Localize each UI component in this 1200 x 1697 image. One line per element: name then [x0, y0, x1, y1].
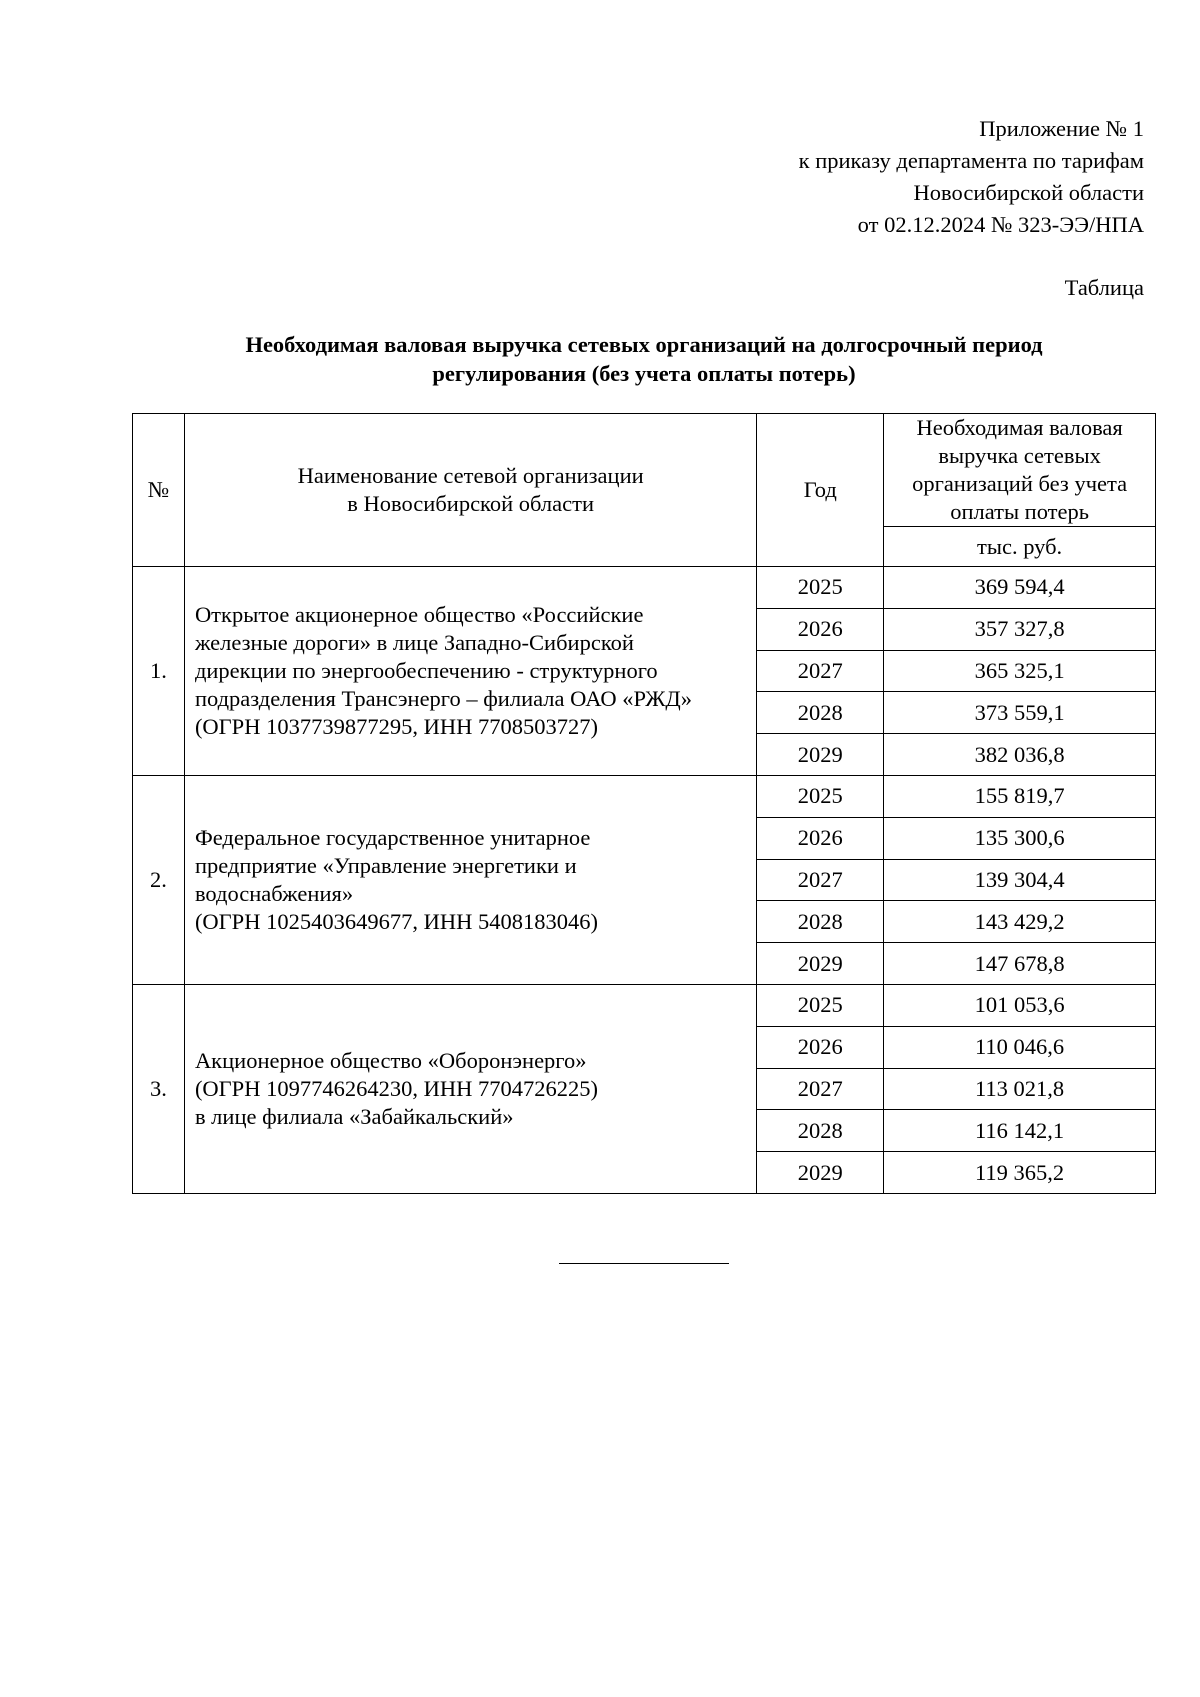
- org-number: 2.: [133, 775, 185, 984]
- year-cell: 2027: [757, 859, 884, 901]
- org-name-line: в лице филиала «Забайкальский»: [194, 1103, 514, 1129]
- year-cell: 2026: [757, 608, 884, 650]
- value-cell: 369 594,4: [884, 567, 1156, 609]
- org-name-line: водоснабжения»: [194, 880, 354, 906]
- org-name-line: предприятие «Управление энергетики и: [194, 852, 577, 878]
- org-name-line: железные дороги» в лице Западно-Сибирской: [194, 629, 634, 655]
- value-cell: 139 304,4: [884, 859, 1156, 901]
- header-name-line1: Наименование сетевой организации: [297, 463, 644, 488]
- year-cell: 2029: [757, 734, 884, 776]
- year-cell: 2027: [757, 1068, 884, 1110]
- revenue-table: [132, 413, 1156, 1194]
- header-name: [184, 414, 756, 567]
- org-name-line: (ОГРН 1025403649677, ИНН 5408183046): [194, 908, 598, 934]
- header-value-line1: Необходимая валовая: [916, 415, 1123, 440]
- year-cell: 2029: [757, 1152, 884, 1194]
- header-value-line4: оплаты потерь: [950, 499, 1090, 524]
- document-title-line2: регулирования (без учета оплаты потерь): [432, 361, 856, 386]
- value-cell: 147 678,8: [884, 943, 1156, 985]
- end-separator-line: [559, 1263, 729, 1264]
- org-name-line: (ОГРН 1037739877295, ИНН 7708503727): [194, 713, 598, 739]
- org-name-line: Акционерное общество «Оборонэнерго»: [194, 1047, 587, 1073]
- appendix-header: [799, 113, 1144, 241]
- header-year: Год: [757, 414, 884, 567]
- appendix-order-date: от 02.12.2024 № 323-ЭЭ/НПА: [857, 212, 1144, 237]
- org-name-line: Открытое акционерное общество «Российские: [194, 601, 644, 627]
- value-cell: 143 429,2: [884, 901, 1156, 943]
- value-cell: 135 300,6: [884, 817, 1156, 859]
- value-cell: 110 046,6: [884, 1026, 1156, 1068]
- year-cell: 2025: [757, 567, 884, 609]
- appendix-number: Приложение № 1: [979, 116, 1144, 141]
- org-name-line: (ОГРН 1097746264230, ИНН 7704726225): [194, 1075, 598, 1101]
- header-num: №: [133, 414, 185, 567]
- org-number: 3.: [133, 984, 185, 1193]
- org-name: [184, 567, 756, 776]
- org-name: [184, 775, 756, 984]
- year-cell: 2026: [757, 817, 884, 859]
- year-cell: 2027: [757, 650, 884, 692]
- table-row: [133, 984, 1156, 1026]
- appendix-order-ref: к приказу департамента по тарифам: [798, 148, 1144, 173]
- header-unit: тыс. руб.: [884, 527, 1156, 567]
- value-cell: 101 053,6: [884, 984, 1156, 1026]
- org-name-line: подразделения Трансэнерго – филиала ОАО «РЖД»: [194, 685, 693, 711]
- table-header-row: [133, 414, 1156, 527]
- header-value-line3: организаций без учета: [912, 471, 1128, 496]
- org-name-line: дирекции по энергообеспечению - структурного: [194, 657, 658, 683]
- value-cell: 113 021,8: [884, 1068, 1156, 1110]
- value-cell: 382 036,8: [884, 734, 1156, 776]
- table-row: [133, 567, 1156, 609]
- header-name-line2: в Новосибирской области: [347, 491, 594, 516]
- value-cell: 119 365,2: [884, 1152, 1156, 1194]
- year-cell: 2026: [757, 1026, 884, 1068]
- header-value-line2: выручка сетевых: [938, 443, 1101, 468]
- year-cell: 2025: [757, 984, 884, 1026]
- year-cell: 2028: [757, 1110, 884, 1152]
- org-number: 1.: [133, 567, 185, 776]
- table-row: [133, 775, 1156, 817]
- org-name-line: Федеральное государственное унитарное: [194, 824, 591, 850]
- value-cell: 365 325,1: [884, 650, 1156, 692]
- year-cell: 2028: [757, 901, 884, 943]
- header-value: [884, 414, 1156, 527]
- value-cell: 373 559,1: [884, 692, 1156, 734]
- value-cell: 155 819,7: [884, 775, 1156, 817]
- value-cell: 357 327,8: [884, 608, 1156, 650]
- org-name: [184, 984, 756, 1193]
- table-label: Таблица: [1064, 275, 1144, 300]
- document-title: [132, 330, 1156, 388]
- year-cell: 2028: [757, 692, 884, 734]
- document-title-line1: Необходимая валовая выручка сетевых организаций на долгосрочный период: [245, 332, 1043, 357]
- year-cell: 2025: [757, 775, 884, 817]
- appendix-region: Новосибирской области: [913, 180, 1144, 205]
- year-cell: 2029: [757, 943, 884, 985]
- value-cell: 116 142,1: [884, 1110, 1156, 1152]
